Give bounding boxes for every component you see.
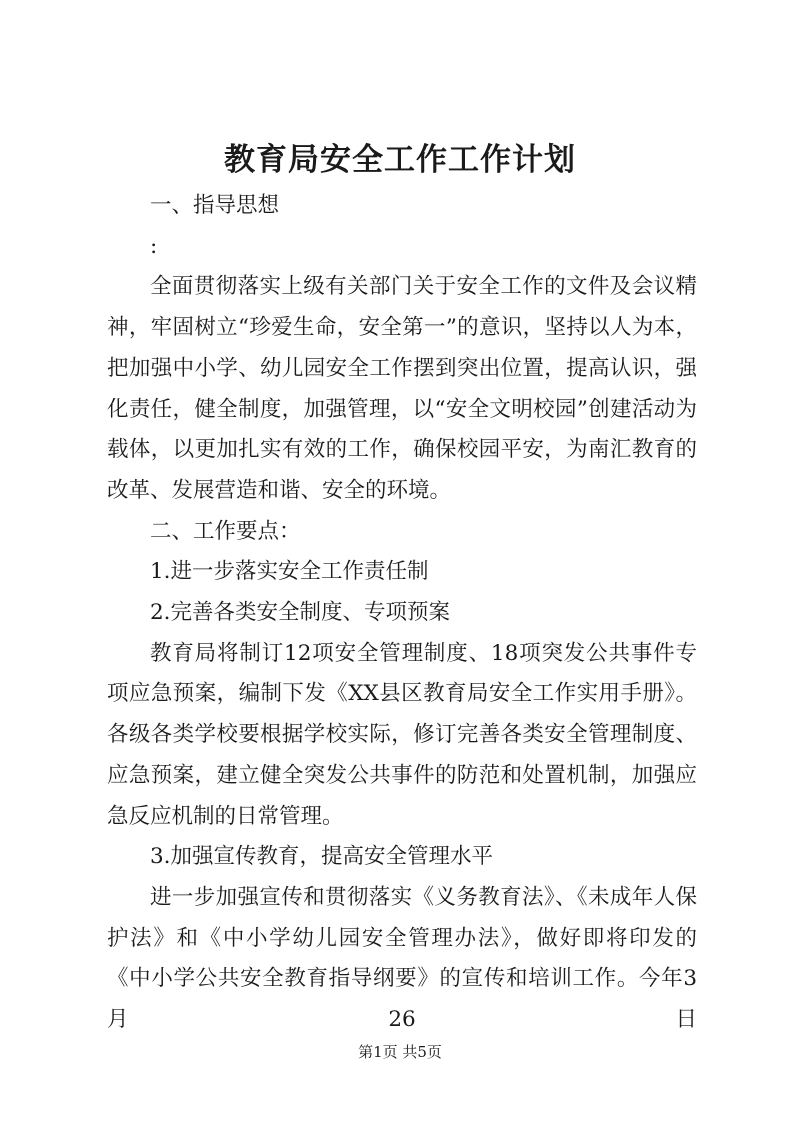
list-item: 2.完善各类安全制度、专项预案 xyxy=(150,600,451,626)
document-title: 教育局安全工作工作计划 xyxy=(224,142,576,178)
colon-line: : xyxy=(150,233,158,259)
document-body xyxy=(107,186,697,1041)
list-item: 3.加强宣传教育，提高安全管理水平 xyxy=(150,844,494,870)
body-paragraph: 教育局将制订12项安全管理制度、18项突发公共事件专项应急预案，编制下发《XX县区教育局安全工作实用手册》。各级各类学校要根据学校实际，修订完善各类安全管理制度、应急预案，建立健全突发公共事件的防范和处置机制，加强应急反应机制的日常管理。 xyxy=(107,640,697,829)
body-paragraph: 全面贯彻落实上级有关部门关于安全工作的文件及会议精神，牢固树立“珍爱生命，安全第一”的意识，坚持以人为本，把加强中小学、幼儿园安全工作摆到突出位置，提高认识，强化责任，健全制度，加强管理，以“安全文明校园”创建活动为载体，以更加扎实有效的工作，确保校园平安，为南汇教育的改革、发展营造和谐、安全的环境。 xyxy=(107,274,697,503)
section-heading-work-points: 二、工作要点： xyxy=(150,518,301,544)
page-footer: 第1页 共5页 xyxy=(358,1043,442,1061)
body-paragraph: 进一步加强宣传和贯彻落实《义务教育法》、《未成年人保护法》和《中小学幼儿园安全管理办法》，做好即将印发的《中小学公共安全教育指导纲要》的宣传和培训工作。今年3月26日 xyxy=(107,884,697,1033)
list-item: 1.进一步落实安全工作责任制 xyxy=(150,559,429,585)
section-heading-guiding-ideology: 一、指导思想 xyxy=(150,193,280,218)
